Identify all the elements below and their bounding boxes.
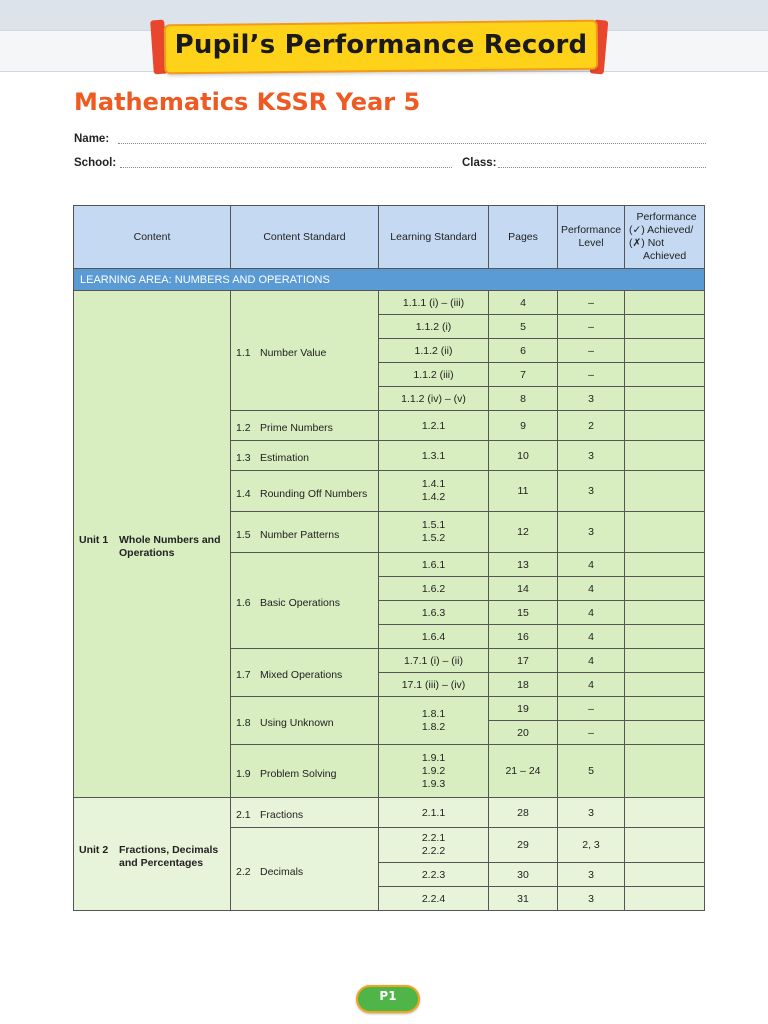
level-cell: – bbox=[558, 315, 625, 339]
standard-cell bbox=[231, 745, 379, 798]
pages-cell: 14 bbox=[489, 577, 558, 601]
level-cell: 3 bbox=[558, 798, 625, 828]
header-perf-ach-line2: (✓) Achieved/ bbox=[629, 224, 694, 236]
achieved-cell[interactable] bbox=[625, 673, 705, 697]
learning-standard-cell bbox=[379, 745, 489, 798]
learning-standard-cell bbox=[379, 512, 489, 553]
level-cell: 3 bbox=[558, 387, 625, 411]
level-cell: 4 bbox=[558, 673, 625, 697]
standard-number: 2.1 bbox=[236, 809, 251, 821]
learning-standard-cell: 1.6.1 bbox=[379, 553, 489, 577]
achieved-cell[interactable] bbox=[625, 828, 705, 863]
level-cell: 4 bbox=[558, 625, 625, 649]
pages-cell: 30 bbox=[489, 863, 558, 887]
pages-cell: 5 bbox=[489, 315, 558, 339]
name-label: Name: bbox=[74, 133, 110, 145]
header-content: Content bbox=[74, 206, 231, 269]
learning-standard-cell: 17.1 (iii) – (iv) bbox=[379, 673, 489, 697]
standard-name: Estimation bbox=[260, 452, 310, 464]
banner-title: Pupil’s Performance Record bbox=[174, 30, 588, 60]
achieved-cell[interactable] bbox=[625, 798, 705, 828]
class-label: Class: bbox=[462, 157, 497, 169]
achieved-cell[interactable] bbox=[625, 315, 705, 339]
learning-standard-line: 1.5.1 bbox=[421, 519, 446, 531]
header-learning-standard: Learning Standard bbox=[379, 206, 489, 269]
level-cell: – bbox=[558, 363, 625, 387]
header-content-standard: Content Standard bbox=[231, 206, 379, 269]
learning-standard-cell bbox=[379, 828, 489, 863]
table-row bbox=[74, 291, 705, 315]
learning-standard-cell: 2.1.1 bbox=[379, 798, 489, 828]
unit-name: Fractions, Decimals and Percentages bbox=[119, 844, 219, 869]
achieved-cell[interactable] bbox=[625, 471, 705, 512]
level-cell: – bbox=[558, 339, 625, 363]
pages-cell: 9 bbox=[489, 411, 558, 441]
learning-standard-line: 1.8.2 bbox=[421, 720, 446, 733]
learning-standard-line: 1.4.1 bbox=[421, 478, 446, 490]
header-perf-ach-line3: (✗) Not bbox=[629, 237, 665, 249]
pages-cell: 13 bbox=[489, 553, 558, 577]
standard-name: Decimals bbox=[260, 865, 304, 878]
standard-name: Fractions bbox=[260, 809, 304, 821]
pages-cell: 8 bbox=[489, 387, 558, 411]
unit-number: Unit 1 bbox=[79, 534, 109, 546]
pages-cell: 7 bbox=[489, 363, 558, 387]
standard-number: 1.9 bbox=[236, 767, 251, 780]
level-cell: 3 bbox=[558, 863, 625, 887]
standard-cell bbox=[231, 697, 379, 745]
learning-standard-line: 1.8.1 bbox=[421, 707, 446, 720]
level-cell: 4 bbox=[558, 649, 625, 673]
pages-cell: 18 bbox=[489, 673, 558, 697]
level-cell: 3 bbox=[558, 887, 625, 911]
learning-standard-line: 1.4.2 bbox=[421, 491, 446, 503]
header-performance-level-line2: Level bbox=[578, 237, 604, 249]
learning-standard-cell: 1.6.3 bbox=[379, 601, 489, 625]
achieved-cell[interactable] bbox=[625, 697, 705, 721]
learning-standard-cell bbox=[379, 697, 489, 745]
performance-table bbox=[73, 205, 705, 911]
achieved-cell[interactable] bbox=[625, 649, 705, 673]
achieved-cell[interactable] bbox=[625, 721, 705, 745]
standard-cell bbox=[231, 471, 379, 512]
learning-standard-cell: 1.1.2 (iv) – (v) bbox=[379, 387, 489, 411]
learning-standard-cell: 1.1.2 (iii) bbox=[379, 363, 489, 387]
standard-name: Mixed Operations bbox=[260, 669, 343, 681]
learning-standard-cell: 1.1.1 (i) – (iii) bbox=[379, 291, 489, 315]
achieved-cell[interactable] bbox=[625, 441, 705, 471]
standard-cell bbox=[231, 411, 379, 441]
standard-cell bbox=[231, 798, 379, 828]
learning-standard-cell: 2.2.4 bbox=[379, 887, 489, 911]
standard-name: Prime Numbers bbox=[260, 422, 333, 434]
standard-number: 1.2 bbox=[236, 422, 251, 434]
learning-standard-cell: 1.1.2 (i) bbox=[379, 315, 489, 339]
page-number: P1 bbox=[379, 989, 397, 1003]
achieved-cell[interactable] bbox=[625, 625, 705, 649]
learning-standard-line: 2.2.2 bbox=[421, 845, 446, 857]
header-performance-achieved bbox=[625, 206, 705, 269]
level-cell: – bbox=[558, 291, 625, 315]
learning-standard-line: 1.5.2 bbox=[421, 532, 446, 544]
standard-name: Number Patterns bbox=[260, 528, 340, 541]
header-perf-ach-line1: Performance bbox=[636, 211, 697, 223]
class-field[interactable] bbox=[498, 167, 706, 168]
level-cell: 5 bbox=[558, 745, 625, 798]
standard-number: 2.2 bbox=[236, 865, 251, 878]
pages-cell: 19 bbox=[489, 697, 558, 721]
pages-cell: 31 bbox=[489, 887, 558, 911]
learning-standard-cell: 1.2.1 bbox=[379, 411, 489, 441]
achieved-cell[interactable] bbox=[625, 601, 705, 625]
achieved-cell[interactable] bbox=[625, 887, 705, 911]
name-field[interactable] bbox=[118, 143, 706, 144]
pages-cell: 10 bbox=[489, 441, 558, 471]
standard-cell bbox=[231, 828, 379, 911]
level-cell: 3 bbox=[558, 441, 625, 471]
standard-cell bbox=[231, 291, 379, 411]
achieved-cell[interactable] bbox=[625, 387, 705, 411]
standard-name: Number Value bbox=[260, 347, 327, 359]
standard-cell bbox=[231, 553, 379, 649]
level-cell: 2, 3 bbox=[558, 828, 625, 863]
pages-cell: 4 bbox=[489, 291, 558, 315]
learning-standard-line: 1.9.2 bbox=[421, 764, 446, 777]
learning-standard-cell: 1.6.2 bbox=[379, 577, 489, 601]
learning-standard-cell: 1.3.1 bbox=[379, 441, 489, 471]
table-row bbox=[74, 798, 705, 828]
header-pages: Pages bbox=[489, 206, 558, 269]
pages-cell: 17 bbox=[489, 649, 558, 673]
achieved-cell[interactable] bbox=[625, 863, 705, 887]
standard-cell bbox=[231, 649, 379, 697]
achieved-cell[interactable] bbox=[625, 339, 705, 363]
standard-cell bbox=[231, 512, 379, 553]
pages-cell: 21 – 24 bbox=[489, 745, 558, 798]
standard-number: 1.1 bbox=[236, 347, 251, 359]
unit-2-cell bbox=[74, 798, 231, 911]
header-performance-level bbox=[558, 206, 625, 269]
standard-name: Basic Operations bbox=[260, 597, 340, 609]
achieved-cell[interactable] bbox=[625, 411, 705, 441]
standard-number: 1.8 bbox=[236, 717, 251, 729]
level-cell: – bbox=[558, 697, 625, 721]
standard-number: 1.6 bbox=[236, 597, 251, 609]
learning-standard-line: 1.9.3 bbox=[421, 777, 446, 790]
learning-standard-cell: 1.6.4 bbox=[379, 625, 489, 649]
standard-number: 1.4 bbox=[236, 487, 251, 500]
standard-number: 1.3 bbox=[236, 452, 251, 464]
level-cell: 4 bbox=[558, 553, 625, 577]
school-label: School: bbox=[74, 157, 117, 169]
learning-standard-cell: 1.7.1 (i) – (ii) bbox=[379, 649, 489, 673]
pages-cell: 20 bbox=[489, 721, 558, 745]
learning-standard-line: 1.9.1 bbox=[421, 751, 446, 764]
header-perf-ach-line4: Achieved bbox=[643, 250, 687, 262]
level-cell: 4 bbox=[558, 601, 625, 625]
learning-standard-cell: 1.1.2 (ii) bbox=[379, 339, 489, 363]
learning-area-row: LEARNING AREA: NUMBERS AND OPERATIONS bbox=[74, 269, 705, 291]
unit-1-cell bbox=[74, 291, 231, 798]
learning-standard-cell: 2.2.3 bbox=[379, 863, 489, 887]
unit-number: Unit 2 bbox=[79, 844, 109, 856]
achieved-cell[interactable] bbox=[625, 512, 705, 553]
achieved-cell[interactable] bbox=[625, 577, 705, 601]
standard-name: Problem Solving bbox=[260, 767, 337, 780]
pages-cell: 29 bbox=[489, 828, 558, 863]
level-cell: 2 bbox=[558, 411, 625, 441]
pages-cell: 28 bbox=[489, 798, 558, 828]
standard-name: Using Unknown bbox=[260, 717, 334, 729]
level-cell: 3 bbox=[558, 471, 625, 512]
pages-cell: 12 bbox=[489, 512, 558, 553]
header-performance-level-line1: Performance bbox=[560, 224, 622, 236]
page-heading: Mathematics KSSR Year 5 bbox=[74, 88, 421, 116]
pages-cell: 6 bbox=[489, 339, 558, 363]
standard-name: Rounding Off Numbers bbox=[260, 487, 368, 500]
achieved-cell[interactable] bbox=[625, 745, 705, 798]
achieved-cell[interactable] bbox=[625, 553, 705, 577]
pages-cell: 16 bbox=[489, 625, 558, 649]
achieved-cell[interactable] bbox=[625, 291, 705, 315]
learning-standard-line: 2.2.1 bbox=[421, 832, 446, 844]
level-cell: 4 bbox=[558, 577, 625, 601]
learning-standard-cell bbox=[379, 471, 489, 512]
standard-number: 1.7 bbox=[236, 669, 251, 681]
standard-cell bbox=[231, 441, 379, 471]
school-field[interactable] bbox=[120, 167, 452, 168]
achieved-cell[interactable] bbox=[625, 363, 705, 387]
pages-cell: 11 bbox=[489, 471, 558, 512]
pages-cell: 15 bbox=[489, 601, 558, 625]
standard-number: 1.5 bbox=[236, 528, 251, 541]
unit-name: Whole Numbers and Operations bbox=[119, 534, 221, 559]
level-cell: 3 bbox=[558, 512, 625, 553]
level-cell: – bbox=[558, 721, 625, 745]
